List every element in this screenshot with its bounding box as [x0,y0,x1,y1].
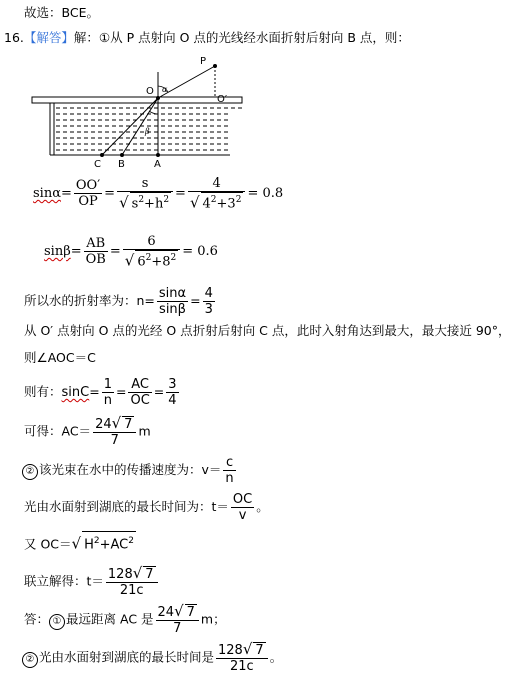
fraction-3-4: $\frac{3}{4}$ [168,377,177,408]
fraction-oo-op: $\frac{OO'}{OP}$ [75,178,101,210]
answer-1-line: 答： ① 最远距离 AC 是 $\frac{24√ 7}{7}$ m； [24,602,226,636]
fraction-answer-time: $\frac{128√ 7}{21c}$ [216,642,268,674]
oc-line: 又 OC＝√ $H^2+AC^2$ [24,531,136,554]
refractive-index-line: 所以水的折射率为：n= $\frac{\sin\alpha}{\sin\beta}$ = $\frac{4}{3}$ [24,286,213,317]
previous-answer: 故选：BCE。 [24,5,99,20]
angle-aoc-line: 则∠AOC＝C [24,350,96,365]
label-A: A [154,159,161,170]
refraction-diagram [30,52,250,170]
label-O: O [146,86,154,97]
fraction-oc-v: $\frac{OC}{v}$ [232,492,253,523]
label-O-prime: O′ [217,94,228,105]
fraction-4-3: $\frac{4}{3}$ [204,286,213,317]
answer-bracket: 【解答】 [23,30,74,45]
fraction-s: $\frac{s}{√ s^2+h^2}$ [117,176,173,211]
sin-beta-label: sinβ [44,244,71,260]
solution-label: 解： [73,30,99,45]
solve-line: 联立解得：t＝ $\frac{128√ 7}{21c}$ [24,566,160,598]
label-alpha: α [162,85,168,94]
label-C: C [94,159,101,170]
part1-number: ① [98,30,111,45]
equation-sin-beta: sinβ= $\frac{AB}{OB}$ = $\frac{6}{√ 6^2+8^2}$ = 0.6 [44,234,218,270]
fraction-ac-oc: $\frac{AC}{OC}$ [130,377,150,408]
label-beta: β [145,127,150,136]
sin-alpha-label: sinα [33,186,61,202]
question-number: 16. [4,30,24,45]
critical-angle-text: 从 O′ 点射向 O 点的光经 O 点折射后射向 C 点，此时入射角达到最大，最大接近 90°， [24,323,511,338]
fraction-answer-ac: $\frac{24√ 7}{7}$ [156,604,199,636]
ac-result-line: 可得：AC＝ $\frac{24√ 7}{7}$ m [24,414,151,448]
speed-line: ② 该光束在水中的传播速度为：v＝ $\frac{c}{n}$ [22,455,238,486]
sin-c-line: 则有：sinC= $\frac{1}{n}$ = $\frac{AC}{OC}$ = $\frac{3}{4}$ [24,377,177,408]
fraction-sin-ratio: $\frac{\sin\alpha}{\sin\beta}$ [158,286,187,317]
label-B: B [118,159,125,170]
equation-sin-alpha: sinα= $\frac{OO'}{OP}$ = $\frac{s}{√ s^2+h^2}$ = $\frac{4}{√ 4^2+3^2}$ = 0.8 [33,176,284,212]
fraction-ab-ob: $\frac{AB}{OB}$ [85,236,106,268]
fraction-6: $\frac{6}{√ 6^2+8^2}$ [123,234,180,269]
label-P: P [200,56,207,67]
fraction-4: $\frac{4}{√ 4^2+3^2}$ [188,176,245,211]
fraction-1-n: $\frac{1}{n}$ [103,377,112,408]
part1-text: 从 P 点射向 O 点的光线经水面折射后射向 B 点，则： [110,30,410,45]
fraction-time: $\frac{128√ 7}{21c}$ [106,566,158,598]
fraction-ac: $\frac{24√ 7}{7}$ [93,416,136,448]
part2-number: ② [22,464,38,480]
fraction-c-n: $\frac{c}{n}$ [225,455,234,486]
question-16-intro [4,29,410,47]
time-line: 光由水面射到湖底的最长时间为：t＝ $\frac{OC}{v}$ 。 [24,492,269,523]
answer-2-line: ② 光由水面射到湖底的最长时间是 $\frac{128√ 7}{21c}$ 。 [22,642,282,674]
